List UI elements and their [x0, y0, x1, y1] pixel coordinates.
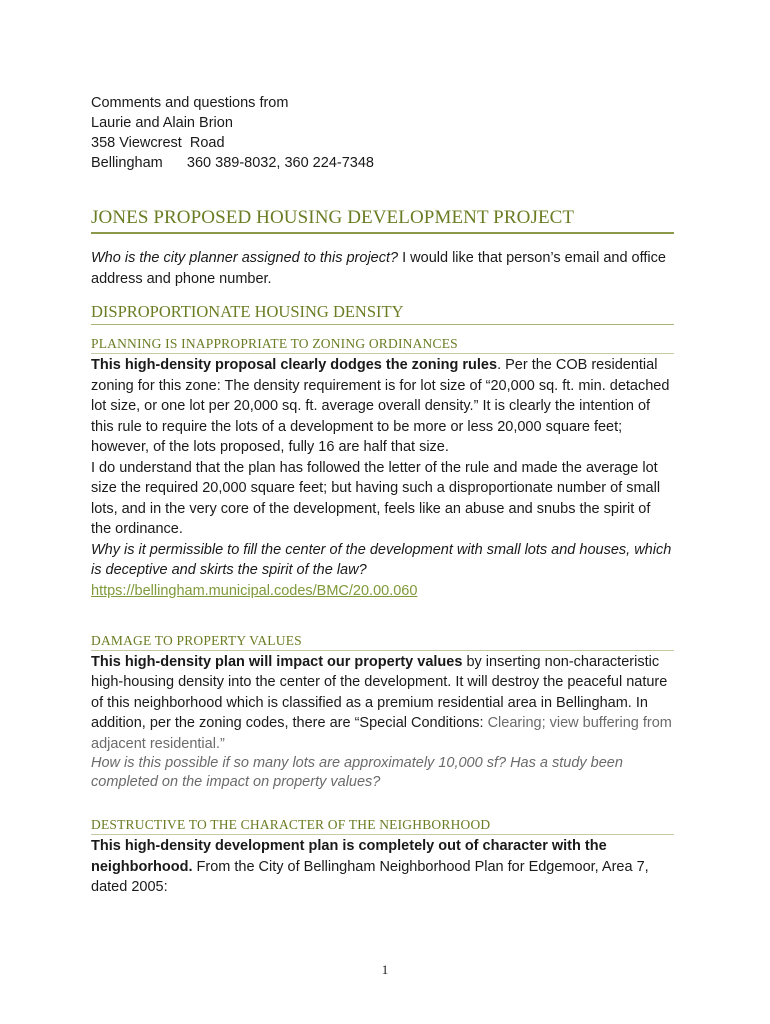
character-paragraph — [91, 836, 674, 898]
intro-paragraph — [91, 248, 674, 289]
zoning-paragraph-2: I do understand that the plan has followed the letter of the rule and made the average lot size the required 20,000 square feet; but having such a disproportionate number of small lots, and in the very core of the development, feels like an abuse and snubs the spirit of the ordinance. — [91, 459, 661, 537]
sender-city-phone: Bellingham 360 389-8032, 360 224-7348 — [91, 155, 374, 171]
zoning-bold-lead: This high-density proposal clearly dodges the zoning rules — [91, 357, 498, 373]
zoning-question: Why is it permissible to fill the center of the development with small lots and houses, which is deceptive and skirts the spirit of the law? — [91, 541, 672, 578]
document-title: JONES PROPOSED HOUSING DEVELOPMENT PROJECT — [91, 205, 674, 234]
property-question: How is this possible if so many lots are approximately 10,000 sf? Has a study been completed on the impact on property values? — [91, 755, 623, 790]
sender-line-1: Comments and questions from — [91, 95, 289, 111]
section-heading-density: DISPROPORTIONATE HOUSING DENSITY — [91, 301, 674, 325]
property-bold-lead: This high-density plan will impact our property values — [91, 653, 463, 670]
sender-address: 358 Viewcrest Road — [91, 135, 225, 151]
zoning-paragraph-1 — [91, 355, 674, 458]
property-paragraph — [91, 652, 674, 755]
subheading-zoning: PLANNING IS INAPPROPRIATE TO ZONING ORDINANCES — [91, 335, 674, 354]
zoning-code-link[interactable]: https://bellingham.municipal.codes/BMC/20.00.060 — [91, 582, 418, 599]
intro-text: I would like that person’s email and office address and phone number. — [91, 250, 666, 287]
intro-question: Who is the city planner assigned to this project? — [91, 250, 399, 266]
sender-line-2: Laurie and Alain Brion — [91, 115, 233, 131]
character-text: From the City of Bellingham Neighborhood Plan for Edgemoor, Area 7, dated 2005: — [91, 858, 649, 895]
page-number: 1 — [381, 962, 389, 977]
document-body — [91, 93, 674, 898]
zoning-text-1: . Per the COB residential zoning for this zone: The density requirement is for lot size of “20,000 sq. ft. min. detached lot size, or one lot per 20,000 sq. ft. average overall density.” It is clearly the intention of this rule to require the lots of a development to be more or less 20,000 square feet; however, of the lots proposed, fully 16 are half that size. — [91, 357, 670, 455]
property-special-conditions: Clearing; view buffering from adjacent residential.” — [91, 715, 672, 752]
property-text: by inserting non-characteristic high-housing density into the center of the development. It will destroy the peaceful nature of this neighborhood which is classified as a premium residential area in Bellingham. In addition, per the zoning codes, there are “Special Conditions: — [91, 653, 668, 731]
sender-block — [91, 93, 674, 173]
character-bold-lead: This high-density development plan is completely out of character with the neighborhood. — [91, 838, 607, 875]
subheading-character: DESTRUCTIVE TO THE CHARACTER OF THE NEIGHBORHOOD — [91, 816, 674, 835]
subheading-property-values: DAMAGE TO PROPERTY VALUES — [91, 632, 674, 651]
